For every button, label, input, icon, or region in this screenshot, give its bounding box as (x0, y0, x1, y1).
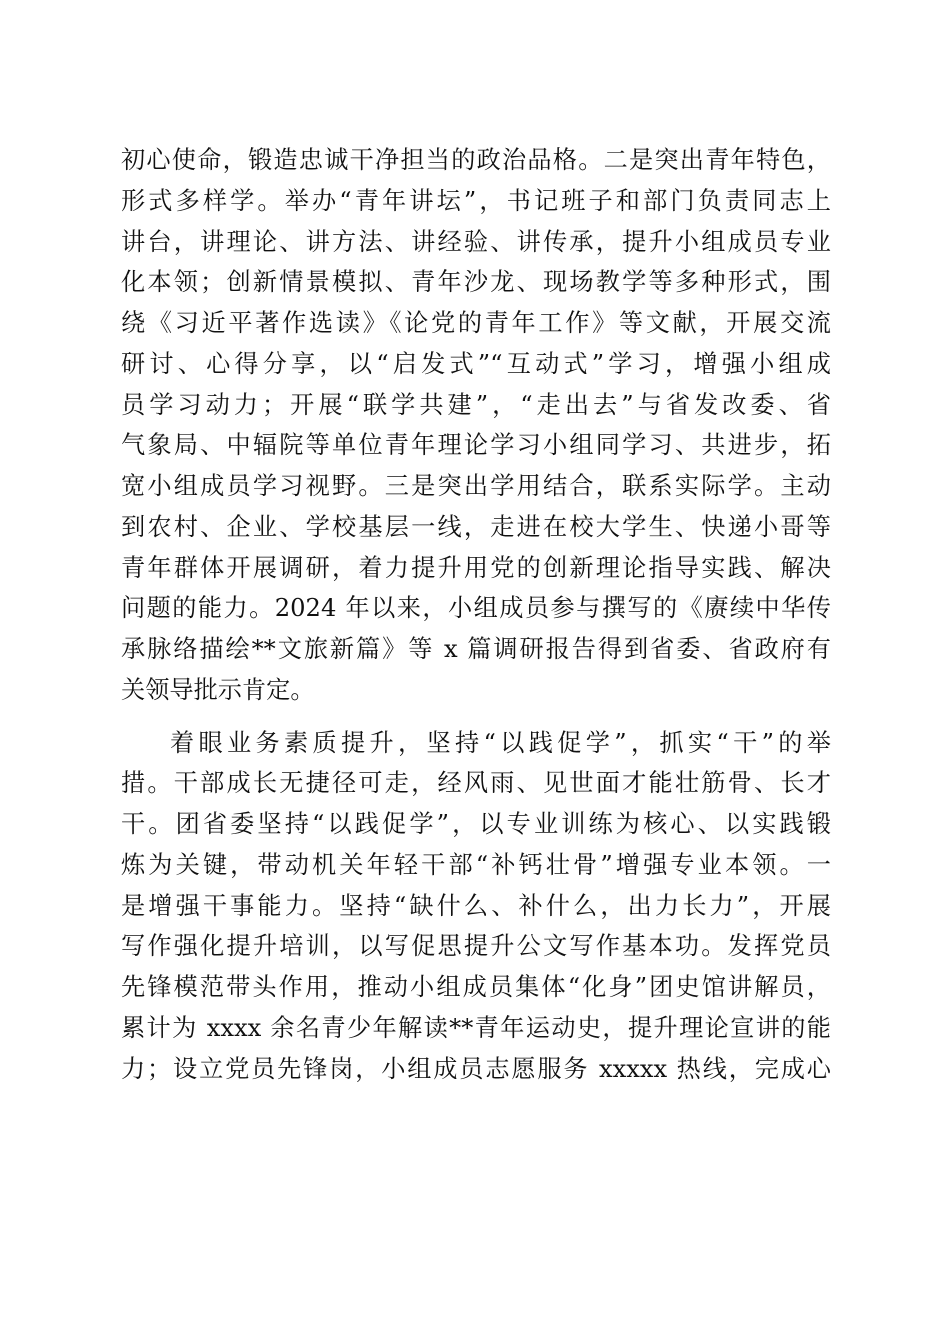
text-line: 初心使命，锻造忠诚干净担当的政治品格。二是突出青年特色， (121, 146, 831, 174)
text-line: 到农村、企业、学校基层一线，走进在校大学生、快递小哥等 (121, 512, 831, 541)
text-line: 研讨、心得分享，以“启发式”“互动式”学习，增强小组成 (121, 349, 831, 378)
paragraph-1 (121, 140, 831, 711)
text-line: 化本领；创新情景模拟、青年沙龙、现场教学等多种形式，围 (121, 268, 831, 297)
text-line: 形式多样学。举办“青年讲坛”，书记班子和部门负责同志上 (121, 186, 831, 215)
text-line: 问题的能力。2024 年以来，小组成员参与撰写的《赓续中华传 (121, 594, 831, 623)
text-line: 炼为关键，带动机关年轻干部“补钙壮骨”增强专业本领。一 (121, 850, 831, 879)
text-line: 讲台，讲理论、讲方法、讲经验、讲传承，提升小组成员专业 (121, 227, 831, 256)
text-line: 青年群体开展调研，着力提升用党的创新理论指导实践、解决 (121, 553, 831, 582)
body-text (121, 140, 831, 1089)
paragraph-gap (121, 711, 831, 723)
text-line: 承脉络描绘**文旅新篇》等 x 篇调研报告得到省委、省政府有 (121, 635, 831, 663)
text-line: 力；设立党员先锋岗，小组成员志愿服务 xxxxx 热线，完成心 (121, 1054, 831, 1083)
text-line: 是增强干事能力。坚持“缺什么、补什么，出力长力”，开展 (121, 891, 831, 920)
text-line: 措。干部成长无捷径可走，经风雨、见世面才能壮筋骨、长才 (121, 769, 831, 798)
text-line: 绕《习近平著作选读》《论党的青年工作》等文献，开展交流 (121, 309, 831, 337)
text-line: 累计为 xxxx 余名青少年解读**青年运动史，提升理论宣讲的能 (121, 1013, 831, 1042)
text-line: 宽小组成员学习视野。三是突出学用结合，联系实际学。主动 (121, 472, 831, 500)
text-line: 气象局、中辐院等单位青年理论学习小组同学习、共进步，拓 (121, 431, 831, 460)
text-line: 员学习动力；开展“联学共建”，“走出去”与省发改委、省 (121, 390, 831, 419)
text-line: 着眼业务素质提升，坚持“以践促学”，抓实“干”的举 (170, 728, 831, 757)
text-line: 干。团省委坚持“以践促学”，以专业训练为核心、以实践锻 (121, 810, 831, 838)
paragraph-2 (121, 723, 831, 1090)
text-line: 先锋模范带头作用，推动小组成员集体“化身”团史馆讲解员， (121, 973, 831, 1001)
text-line: 关领导批示肯定。 (121, 675, 315, 704)
text-line: 写作强化提升培训，以写促思提升公文写作基本功。发挥党员 (121, 932, 831, 961)
